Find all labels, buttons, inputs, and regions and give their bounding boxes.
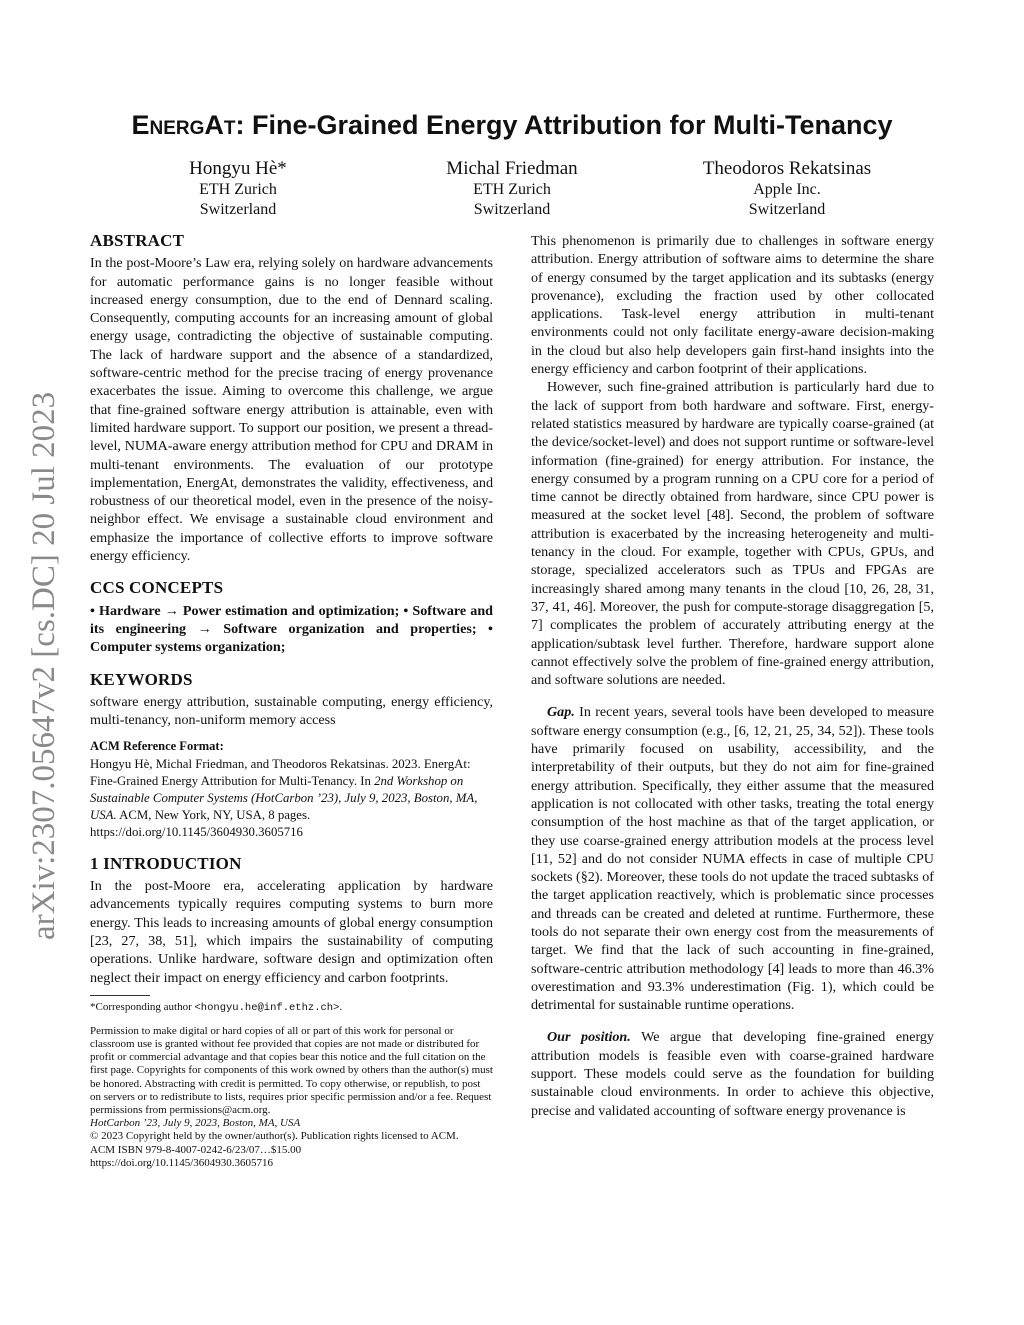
right-paragraph-1: This phenomenon is primarily due to challenges in software energy attribution. Energy attribution of software aims to determine the share of energy consumed by the target application and its subtasks (energy provenance), excluding the fraction used by other collocated applications. Task-level energy attribution in multi-tenant environments could not only facilitate energy-aware decision-making in the cloud but also help developers gain first-hand insights into the energy efficiency and carbon footprint of their applications. (531, 233, 934, 378)
permission-block (90, 1025, 493, 1170)
footnote (90, 1000, 493, 1015)
author-affiliation: Apple Inc. (753, 181, 821, 198)
author-affiliation: ETH Zurich (199, 181, 277, 198)
keywords-text: software energy attribution, sustainable computing, energy efficiency, multi-tenancy, non-uniform memory access (90, 693, 493, 729)
intro-text: In the post-Moore era, accelerating application by hardware advancements typically requires computing systems to burn more energy. This leads to increasing amounts of global energy consumption [23, 27, 38, 51], which impairs the sustainability of computing operations. Unlike hardware, software design and optimization often neglect their impact on energy efficiency and carbon footprints. (90, 878, 493, 986)
acm-ref-text (90, 756, 493, 841)
author-country: Switzerland (748, 201, 826, 218)
permission-isbn: ACM ISBN 979-8-4007-0242-6/23/07…$15.00 (90, 1143, 302, 1156)
author-country: Switzerland (473, 201, 551, 218)
keywords-heading: KEYWORDS (90, 669, 193, 689)
intro-heading: 1 INTRODUCTION (90, 853, 242, 873)
author-name: Hongyu Hè* (189, 158, 287, 179)
gap-heading: Gap. (547, 704, 575, 721)
right-paragraph-2: However, such fine-grained attribution is particularly hard due to the lack of support from both hardware and software. First, energy-related statistics measured by hardware are typically coarse-grained (at the device/socket-level) and does not support runtime or software-level information (fine-grained) for energy attribution. For instance, the energy consumed by a program running on a CPU core for a period of time cannot be directly obtained from hardware, since CPU power is measured at the socket level [48]. Second, the problem of software attribution is exacerbated by the increasing heterogeneity and multi-tenancy in the cloud. For example, together with CPUs, GPUs, and storage, specialized accelerators such as TPUs and FPGAs are increasingly shared among many tenants in the cloud [10, 26, 28, 31, 37, 41, 46]. Moreover, the push for compute-storage disaggregation [5, 7] complicates the problem of accurately attributing energy at the application/subtask level further. Therefore, hardware support alone cannot effectively solve the problem of fine-grained energy attribution, and software solutions are needed. (531, 379, 934, 689)
author-country: Switzerland (199, 201, 277, 218)
footnote-rule (90, 995, 150, 996)
ccs-heading: CCS CONCEPTS (90, 578, 224, 598)
author-3 (637, 159, 937, 220)
abstract-text: In the post-Moore’s Law era, relying solely on hardware advancements for automatic performance gains is no longer feasible without increased energy consumption, due to the end of Dennard scaling. Consequently, computing accounts for an increasing amount of global energy usage, contradicting the objective of sustainable computing. The lack of hardware support and the absence of a standardized, software-centric method for the precise tracing of energy provenance exacerbates the issue. Aiming to overcome this challenge, we argue that fine-grained software energy attribution is attainable, even with limited hardware support. To support our position, we present a thread-level, NUMA-aware energy attribution method for CPU and DRAM in multi-tenant environments. The evaluation of our prototype implementation, EnergAt, demonstrates the validity, effectiveness, and robustness of our theoretical model, even in the presence of the noisy-neighbor effect. We envisage a sustainable cloud environment and emphasize the importance of collective efforts to improve software energy efficiency. (90, 255, 493, 565)
acm-ref-line2: ACM, New York, NY, USA, 8 pages. https://doi.org/10.1145/3604930.3605716 (90, 807, 311, 839)
position-heading: Our position. (547, 1029, 631, 1046)
ccs-text: • Hardware → Power estimation and optimization; • Software and its engineering → Software organization and properties; • Computer systems organization; (90, 602, 493, 656)
abstract-heading: ABSTRACT (90, 231, 185, 250)
title-system-name: EnergAt (131, 110, 236, 140)
title-rest: : Fine-Grained Energy Attribution for Multi-Tenancy (235, 110, 893, 140)
right-column (531, 232, 934, 1120)
arxiv-identifier: arXiv:2307.05647v2 [cs.DC] 20 Jul 2023 (26, 391, 62, 940)
acm-ref-venue: 2nd Workshop on Sustainable Computer Systems (HotCarbon ’23), July 9, 2023, Boston, MA, USA. (90, 773, 478, 822)
spacer (531, 689, 934, 703)
permission-doi: https://doi.org/10.1145/3604930.3605716 (90, 1156, 274, 1169)
position-paragraph (531, 1028, 934, 1119)
acm-ref-line1: Hongyu Hè, Michal Friedman, and Theodoros Rekatsinas. 2023. EnergAt: Fine-Grained Energy Attribution for Multi-Tenancy. In (90, 756, 471, 788)
gap-paragraph (531, 703, 934, 1014)
footnote-prefix: *Corresponding author (90, 1000, 195, 1013)
footnote-suffix: . (339, 1000, 343, 1013)
permission-text: Permission to make digital or hard copies of all or part of this work for personal or classroom use is granted without fee provided that copies are not made or distributed for profit or commercial advantage and that copies bear this notice and the full citation on the first page. Copyrights for components of this work owned by others than the author(s) must be honored. Abstracting with credit is permitted. To copy otherwise, or republish, to post on servers or to redistribute to lists, requires prior specific permission and/or a fee. Request permissions from permissions@acm.org. (90, 1024, 493, 1117)
permission-venue-text: HotCarbon ’23, July 9, 2023, Boston, MA, USA (90, 1117, 301, 1130)
paper-title (0, 110, 1024, 141)
left-column (90, 232, 493, 1170)
permission-copyright: © 2023 Copyright held by the owner/author(s). Publication rights licensed to ACM. (90, 1130, 459, 1143)
acm-ref-heading: ACM Reference Format: (90, 739, 224, 754)
position-text: We argue that developing fine-grained energy attribution models is feasible even with coarse-grained hardware support. These models could serve as the foundation for building sustainable cloud environments. In order to achieve this objective, precise and validated accounting of software energy provenance is (531, 1029, 934, 1119)
author-2 (362, 159, 662, 220)
author-1 (88, 159, 388, 220)
spacer (531, 1014, 934, 1028)
gap-text: In recent years, several tools have been developed to measure software energy consumption (e.g., [6, 12, 21, 25, 34, 52]). These tools have primarily focused on usability, accessibility, and the interpretability of their outputs, but they do not aim for fine-grained energy attribution. Specifically, they either assume that the measured application is not collocated with other tasks, treating the total energy consumption of the host machine as that of the target application, or they use coarse-grained energy attribution models at the process level [11, 52] and do not consider NUMA effects in case of multiple CPU sockets (§2). Moreover, these tools do not update the traced subtasks of the target application reactively, which is problematic since processes and threads can be created and deleted at runtime. Furthermore, these tools do not separate their own energy cost from the measurements of target. We find that the lack of such accounting in fine-grained, software-centric attribution methodology [4] leads to more than 46.3% overestimation and 93.3% underestimation (Fig. 1), which could be detrimental for sustainable runtime operations. (531, 704, 934, 1014)
author-name: Michal Friedman (446, 158, 578, 179)
permission-venue (90, 1117, 493, 1130)
footnote-email: <hongyu.he@inf.ethz.ch> (194, 1001, 340, 1014)
author-name: Theodoros Rekatsinas (702, 158, 872, 179)
author-affiliation: ETH Zurich (473, 181, 551, 198)
